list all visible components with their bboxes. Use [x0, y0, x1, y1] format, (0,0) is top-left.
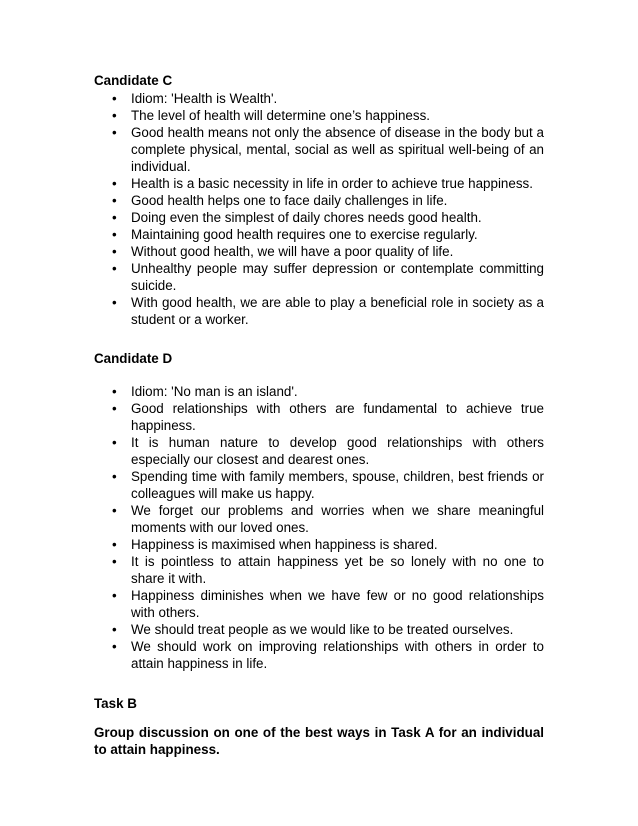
- list-item: • Happiness diminishes when we have few or no good relationships with others.: [94, 587, 544, 621]
- candidate-d-heading: Candidate D: [94, 351, 173, 366]
- list-item: • Good relationships with others are fundamental to achieve true happiness.: [94, 400, 544, 434]
- list-item: • Good health helps one to face daily challenges in life.: [94, 192, 544, 209]
- list-item: • Without good health, we will have a poor quality of life.: [94, 243, 544, 260]
- list-item: • With good health, we are able to play a beneficial role in society as a student or a worker.: [94, 294, 544, 328]
- list-item: • Health is a basic necessity in life in order to achieve true happiness.: [94, 175, 544, 192]
- list-item: • Doing even the simplest of daily chores needs good health.: [94, 209, 544, 226]
- candidate-d-list: [94, 383, 544, 672]
- list-item: • We should work on improving relationships with others in order to attain happiness in life.: [94, 638, 544, 672]
- candidate-c-list: [94, 90, 544, 328]
- list-item: • Idiom: 'Health is Wealth'.: [94, 90, 544, 107]
- list-item: • The level of health will determine one’s happiness.: [94, 107, 544, 124]
- candidate-c-heading: Candidate C: [94, 73, 173, 88]
- list-item: • Good health means not only the absence of disease in the body but a complete physical, mental, social as well as spiritual well-being of an individual.: [94, 124, 544, 175]
- list-item: • It is human nature to develop good relationships with others especially our closest and dearest ones.: [94, 434, 544, 468]
- list-item: • Idiom: 'No man is an island'.: [94, 383, 544, 400]
- list-item: • We forget our problems and worries when we share meaningful moments with our loved ones.: [94, 502, 544, 536]
- list-item: • It is pointless to attain happiness yet be so lonely with no one to share it with.: [94, 553, 544, 587]
- task-b-heading: Task B: [94, 696, 137, 711]
- list-item: • Spending time with family members, spouse, children, best friends or colleagues will make us happy.: [94, 468, 544, 502]
- list-item: • We should treat people as we would like to be treated ourselves.: [94, 621, 544, 638]
- list-item: • Unhealthy people may suffer depression or contemplate committing suicide.: [94, 260, 544, 294]
- task-b-description: Group discussion on one of the best ways in Task A for an individual to attain happiness.: [94, 725, 544, 757]
- list-item: • Maintaining good health requires one to exercise regularly.: [94, 226, 544, 243]
- list-item: • Happiness is maximised when happiness is shared.: [94, 536, 544, 553]
